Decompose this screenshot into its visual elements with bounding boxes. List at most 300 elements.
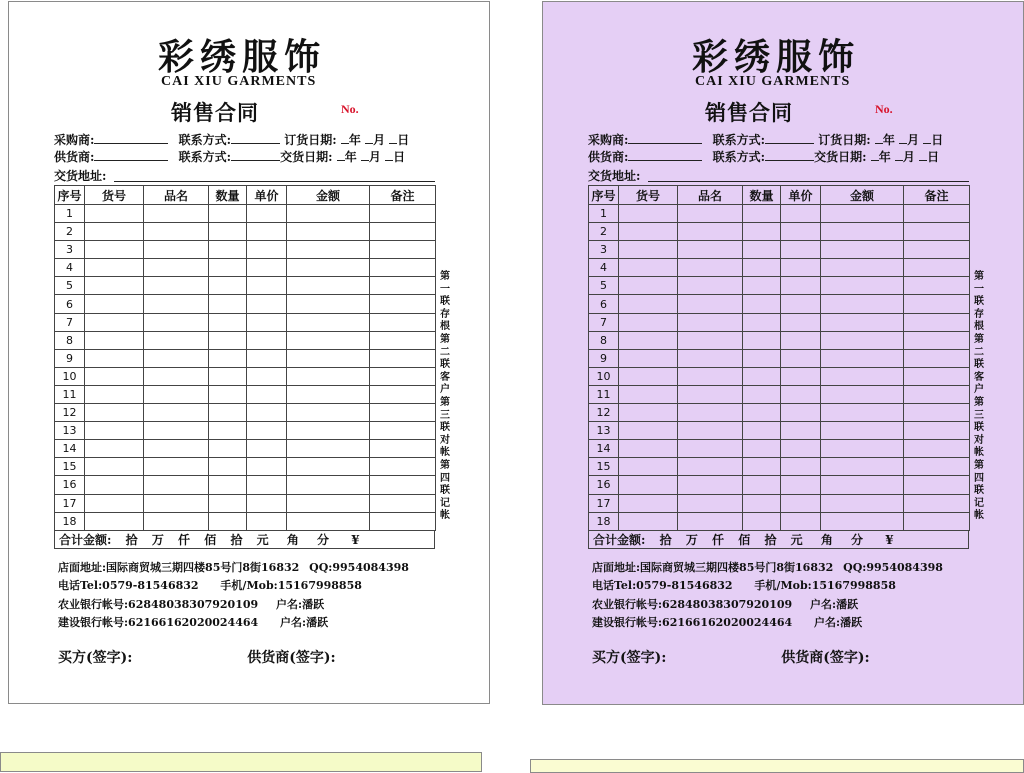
table-cell[interactable] [287, 331, 370, 349]
table-cell[interactable] [619, 512, 678, 530]
table-cell[interactable] [743, 295, 781, 313]
table-cell[interactable] [781, 241, 821, 259]
table-cell[interactable] [370, 241, 436, 259]
ccb-bank-account: 建设银行帐号:62166162020024464 [592, 616, 793, 629]
table-cell[interactable] [144, 404, 209, 422]
table-cell[interactable] [678, 277, 743, 295]
table-cell[interactable] [743, 313, 781, 331]
table-cell[interactable] [144, 458, 209, 476]
table-cell[interactable] [821, 295, 904, 313]
table-cell[interactable] [904, 476, 970, 494]
table-cell[interactable] [821, 458, 904, 476]
table-cell[interactable] [678, 313, 743, 331]
table-cell[interactable] [904, 223, 970, 241]
table-cell[interactable] [904, 205, 970, 223]
table-cell[interactable] [247, 385, 287, 403]
table-cell[interactable] [619, 476, 678, 494]
table-cell[interactable] [209, 205, 247, 223]
table-cell[interactable] [904, 295, 970, 313]
table-cell[interactable] [781, 295, 821, 313]
table-cell[interactable] [781, 331, 821, 349]
table-cell[interactable] [678, 205, 743, 223]
table-row [55, 313, 436, 331]
buyer-field[interactable] [628, 131, 702, 144]
table-cell[interactable] [904, 349, 970, 367]
table-cell[interactable] [821, 494, 904, 512]
brand-logo-english: CAI XIU GARMENTS [695, 74, 851, 89]
table-cell[interactable] [370, 349, 436, 367]
table-cell[interactable] [144, 205, 209, 223]
table-cell[interactable] [904, 385, 970, 403]
column-header: 备注 [370, 186, 436, 205]
table-cell[interactable] [209, 440, 247, 458]
table-cell[interactable] [619, 494, 678, 512]
table-cell[interactable] [144, 385, 209, 403]
table-cell[interactable] [247, 241, 287, 259]
supplier-field[interactable] [628, 148, 702, 161]
table-cell[interactable] [247, 458, 287, 476]
table-cell[interactable] [821, 422, 904, 440]
table-cell[interactable] [781, 458, 821, 476]
buyer-signature-label[interactable]: 买方(签字): [58, 650, 133, 666]
table-cell[interactable] [287, 422, 370, 440]
table-cell[interactable] [904, 512, 970, 530]
table-cell[interactable] [144, 367, 209, 385]
table-cell[interactable] [144, 277, 209, 295]
table-cell[interactable] [619, 277, 678, 295]
supplier-contact-field[interactable] [231, 148, 280, 161]
table-row [55, 241, 436, 259]
table-cell[interactable] [247, 404, 287, 422]
table-cell[interactable] [743, 404, 781, 422]
total-amount-row [588, 531, 969, 549]
table-cell[interactable] [85, 313, 144, 331]
delivery-address-field[interactable] [114, 181, 435, 182]
buyer-contact-field[interactable] [765, 131, 814, 144]
table-cell[interactable] [370, 313, 436, 331]
table-cell[interactable] [743, 349, 781, 367]
table-cell[interactable] [247, 295, 287, 313]
table-cell[interactable] [370, 367, 436, 385]
signature-row [58, 647, 336, 667]
table-cell[interactable] [821, 512, 904, 530]
brand-logo-chinese: 彩绣服饰 [692, 36, 861, 78]
table-cell[interactable] [619, 241, 678, 259]
table-cell[interactable] [370, 205, 436, 223]
table-cell[interactable] [144, 331, 209, 349]
table-cell[interactable] [144, 223, 209, 241]
table-cell[interactable] [743, 241, 781, 259]
table-cell[interactable] [619, 422, 678, 440]
table-cell[interactable] [619, 313, 678, 331]
copy-distribution-note: 第一联存根 第二联客户 第三联对帐 第四联记帐 [974, 271, 984, 522]
document-title: 销售合同 [171, 100, 259, 125]
table-cell[interactable] [821, 440, 904, 458]
table-cell[interactable] [144, 476, 209, 494]
table-cell[interactable] [85, 494, 144, 512]
table-cell[interactable] [821, 404, 904, 422]
table-cell[interactable] [85, 277, 144, 295]
table-cell[interactable] [821, 223, 904, 241]
delivery-month-field[interactable] [361, 148, 369, 161]
table-cell[interactable] [209, 422, 247, 440]
table-cell[interactable] [678, 494, 743, 512]
contract-form-white [8, 1, 490, 704]
table-cell[interactable] [209, 476, 247, 494]
table-cell[interactable] [144, 349, 209, 367]
table-cell[interactable] [619, 385, 678, 403]
table-cell[interactable] [781, 512, 821, 530]
table-cell[interactable] [781, 404, 821, 422]
table-cell[interactable] [821, 367, 904, 385]
table-cell[interactable] [247, 313, 287, 331]
table-cell[interactable] [904, 277, 970, 295]
table-cell[interactable] [821, 385, 904, 403]
table-cell[interactable] [678, 259, 743, 277]
table-cell[interactable] [781, 476, 821, 494]
table-cell[interactable] [678, 223, 743, 241]
unit-label: 分 [851, 533, 864, 547]
table-cell[interactable] [904, 241, 970, 259]
table-cell[interactable] [247, 367, 287, 385]
row-number: 11 [55, 385, 85, 403]
table-cell[interactable] [287, 512, 370, 530]
table-cell[interactable] [85, 223, 144, 241]
table-cell[interactable] [743, 259, 781, 277]
table-cell[interactable] [85, 349, 144, 367]
table-row [589, 367, 970, 385]
table-cell[interactable] [287, 476, 370, 494]
row-number: 12 [55, 404, 85, 422]
table-cell[interactable] [904, 259, 970, 277]
table-cell[interactable] [287, 241, 370, 259]
table-cell[interactable] [287, 259, 370, 277]
row-number: 4 [55, 259, 85, 277]
table-cell[interactable] [821, 241, 904, 259]
table-cell[interactable] [209, 458, 247, 476]
table-cell[interactable] [370, 295, 436, 313]
delivery-year-field[interactable] [337, 148, 345, 161]
abc-account-name: 户名:潘跃 [810, 598, 859, 611]
table-cell[interactable] [678, 295, 743, 313]
table-cell[interactable] [678, 331, 743, 349]
table-cell[interactable] [619, 349, 678, 367]
table-cell[interactable] [85, 440, 144, 458]
table-cell[interactable] [904, 440, 970, 458]
supplier-field[interactable] [94, 148, 168, 161]
table-row [589, 349, 970, 367]
table-cell[interactable] [144, 259, 209, 277]
table-row [55, 205, 436, 223]
order-day-field[interactable] [923, 131, 931, 144]
table-cell[interactable] [743, 331, 781, 349]
delivery-day-field[interactable] [385, 148, 393, 161]
table-cell[interactable] [821, 205, 904, 223]
table-cell[interactable] [247, 331, 287, 349]
table-cell[interactable] [904, 331, 970, 349]
table-cell[interactable] [781, 205, 821, 223]
delivery-year-field[interactable] [871, 148, 879, 161]
table-cell[interactable] [678, 458, 743, 476]
table-cell[interactable] [678, 422, 743, 440]
table-cell[interactable] [619, 331, 678, 349]
row-number: 5 [589, 277, 619, 295]
table-cell[interactable] [247, 349, 287, 367]
table-cell[interactable] [781, 385, 821, 403]
order-year-field[interactable] [875, 131, 883, 144]
table-cell[interactable] [743, 223, 781, 241]
row-number: 3 [55, 241, 85, 259]
column-header: 金额 [287, 186, 370, 205]
table-cell[interactable] [287, 277, 370, 295]
table-cell[interactable] [781, 367, 821, 385]
supplier-signature-label[interactable]: 供货商(签字): [247, 650, 336, 666]
delivery-day-field[interactable] [919, 148, 927, 161]
table-cell[interactable] [619, 259, 678, 277]
table-cell[interactable] [904, 458, 970, 476]
table-cell[interactable] [287, 385, 370, 403]
table-cell[interactable] [85, 422, 144, 440]
table-row [589, 223, 970, 241]
table-cell[interactable] [85, 512, 144, 530]
table-cell[interactable] [144, 494, 209, 512]
delivery-month-field[interactable] [895, 148, 903, 161]
table-cell[interactable] [209, 494, 247, 512]
table-cell[interactable] [370, 404, 436, 422]
table-cell[interactable] [370, 331, 436, 349]
table-cell[interactable] [370, 385, 436, 403]
table-cell[interactable] [287, 295, 370, 313]
table-cell[interactable] [678, 385, 743, 403]
contract-form-cream-partial [530, 759, 1024, 773]
table-cell[interactable] [287, 440, 370, 458]
unit-label: 佰 [738, 533, 751, 547]
table-cell[interactable] [247, 476, 287, 494]
table-cell[interactable] [743, 385, 781, 403]
table-cell[interactable] [209, 313, 247, 331]
row-number: 11 [589, 385, 619, 403]
table-cell[interactable] [743, 512, 781, 530]
table-cell[interactable] [209, 367, 247, 385]
table-cell[interactable] [287, 223, 370, 241]
table-cell[interactable] [370, 277, 436, 295]
table-cell[interactable] [821, 313, 904, 331]
table-cell[interactable] [247, 422, 287, 440]
table-cell[interactable] [144, 440, 209, 458]
table-cell[interactable] [743, 422, 781, 440]
table-cell[interactable] [287, 313, 370, 331]
table-cell[interactable] [209, 331, 247, 349]
column-header: 序号 [55, 186, 85, 205]
table-cell[interactable] [904, 313, 970, 331]
table-cell[interactable] [904, 404, 970, 422]
table-cell[interactable] [85, 476, 144, 494]
table-cell[interactable] [287, 458, 370, 476]
table-cell[interactable] [85, 404, 144, 422]
order-day-field[interactable] [389, 131, 397, 144]
qq-number: QQ:9954084398 [309, 561, 409, 574]
table-cell[interactable] [904, 494, 970, 512]
unit-label: 元 [790, 533, 803, 547]
table-cell[interactable] [247, 205, 287, 223]
table-cell[interactable] [287, 404, 370, 422]
table-cell[interactable] [209, 277, 247, 295]
delivery-date-label: 交货日期: [280, 150, 333, 164]
serial-number-label: No. [875, 102, 893, 116]
table-cell[interactable] [619, 223, 678, 241]
table-cell[interactable] [144, 241, 209, 259]
store-address: 店面地址:国际商贸城三期四楼85号门8街16832 [592, 561, 834, 574]
table-cell[interactable] [619, 367, 678, 385]
table-cell[interactable] [781, 259, 821, 277]
table-cell[interactable] [619, 440, 678, 458]
table-cell[interactable] [781, 440, 821, 458]
table-cell[interactable] [781, 277, 821, 295]
table-cell[interactable] [370, 422, 436, 440]
table-cell[interactable] [85, 331, 144, 349]
table-cell[interactable] [247, 277, 287, 295]
row-number: 1 [589, 205, 619, 223]
header-row-supplier [54, 148, 405, 165]
order-month-field[interactable] [365, 131, 373, 144]
table-row [55, 458, 436, 476]
table-cell[interactable] [209, 385, 247, 403]
table-cell[interactable] [209, 404, 247, 422]
table-cell[interactable] [678, 440, 743, 458]
table-cell[interactable] [85, 259, 144, 277]
delivery-day-label: 日 [393, 150, 406, 164]
table-cell[interactable] [619, 458, 678, 476]
table-cell[interactable] [370, 476, 436, 494]
contract-form-yellow-partial [0, 752, 482, 772]
table-cell[interactable] [821, 476, 904, 494]
table-row [589, 458, 970, 476]
table-cell[interactable] [370, 440, 436, 458]
buyer-contact-field[interactable] [231, 131, 280, 144]
supplier-signature-label[interactable]: 供货商(签字): [781, 650, 870, 666]
table-cell[interactable] [247, 494, 287, 512]
table-cell[interactable] [821, 259, 904, 277]
order-month-field[interactable] [899, 131, 907, 144]
row-number: 8 [55, 331, 85, 349]
table-cell[interactable] [209, 223, 247, 241]
table-cell[interactable] [370, 223, 436, 241]
table-cell[interactable] [247, 259, 287, 277]
buyer-contact-label: 联系方式: [178, 133, 232, 147]
footer-address-line [58, 559, 409, 575]
table-cell[interactable] [821, 277, 904, 295]
table-cell[interactable] [247, 512, 287, 530]
table-cell[interactable] [743, 205, 781, 223]
abc-bank-account: 农业银行帐号:62848038307920109 [592, 598, 793, 611]
table-row [55, 223, 436, 241]
table-cell[interactable] [247, 440, 287, 458]
table-cell[interactable] [144, 512, 209, 530]
table-cell[interactable] [247, 223, 287, 241]
order-year-field[interactable] [341, 131, 349, 144]
table-row [55, 385, 436, 403]
delivery-address-field[interactable] [648, 181, 969, 182]
table-cell[interactable] [370, 494, 436, 512]
table-cell[interactable] [144, 295, 209, 313]
table-cell[interactable] [678, 476, 743, 494]
column-header: 单价 [781, 186, 821, 205]
row-number: 4 [589, 259, 619, 277]
buyer-signature-label[interactable]: 买方(签字): [592, 650, 667, 666]
total-amount-label: 合计金额: [59, 533, 112, 547]
table-cell[interactable] [287, 367, 370, 385]
supplier-contact-field[interactable] [765, 148, 814, 161]
table-cell[interactable] [781, 223, 821, 241]
table-cell[interactable] [821, 331, 904, 349]
table-cell[interactable] [85, 458, 144, 476]
table-cell[interactable] [781, 422, 821, 440]
table-cell[interactable] [781, 494, 821, 512]
table-cell[interactable] [743, 440, 781, 458]
table-cell[interactable] [743, 494, 781, 512]
table-cell[interactable] [209, 241, 247, 259]
table-cell[interactable] [370, 458, 436, 476]
table-cell[interactable] [287, 349, 370, 367]
table-cell[interactable] [619, 295, 678, 313]
table-cell[interactable] [370, 512, 436, 530]
table-cell[interactable] [619, 404, 678, 422]
table-cell[interactable] [209, 295, 247, 313]
table-cell[interactable] [209, 512, 247, 530]
table-cell[interactable] [678, 367, 743, 385]
table-cell[interactable] [743, 476, 781, 494]
table-cell[interactable] [781, 313, 821, 331]
table-cell[interactable] [209, 259, 247, 277]
table-cell[interactable] [821, 349, 904, 367]
table-cell[interactable] [287, 205, 370, 223]
table-cell[interactable] [743, 367, 781, 385]
table-cell[interactable] [85, 385, 144, 403]
footer-phone-line [592, 577, 896, 593]
table-cell[interactable] [678, 404, 743, 422]
unit-label: 拾 [125, 533, 138, 547]
supplier-contact-label: 联系方式: [178, 150, 232, 164]
table-cell[interactable] [678, 349, 743, 367]
table-cell[interactable] [904, 367, 970, 385]
row-number: 6 [55, 295, 85, 313]
table-cell[interactable] [144, 313, 209, 331]
table-cell[interactable] [904, 422, 970, 440]
table-cell[interactable] [743, 458, 781, 476]
table-cell[interactable] [144, 422, 209, 440]
buyer-field[interactable] [94, 131, 168, 144]
table-cell[interactable] [370, 259, 436, 277]
document-title: 销售合同 [705, 100, 793, 125]
table-cell[interactable] [781, 349, 821, 367]
table-cell[interactable] [209, 349, 247, 367]
table-cell[interactable] [85, 367, 144, 385]
table-cell[interactable] [85, 205, 144, 223]
table-row [55, 367, 436, 385]
table-cell[interactable] [678, 512, 743, 530]
table-cell[interactable] [678, 241, 743, 259]
table-cell[interactable] [619, 205, 678, 223]
unit-label: 分 [317, 533, 330, 547]
table-cell[interactable] [287, 494, 370, 512]
table-cell[interactable] [85, 295, 144, 313]
table-cell[interactable] [743, 277, 781, 295]
copy-distribution-note: 第一联存根 第二联客户 第三联对帐 第四联记帐 [440, 271, 450, 522]
table-row [589, 385, 970, 403]
delivery-month-label: 月 [902, 150, 915, 164]
table-cell[interactable] [85, 241, 144, 259]
table-header-row [55, 186, 436, 205]
